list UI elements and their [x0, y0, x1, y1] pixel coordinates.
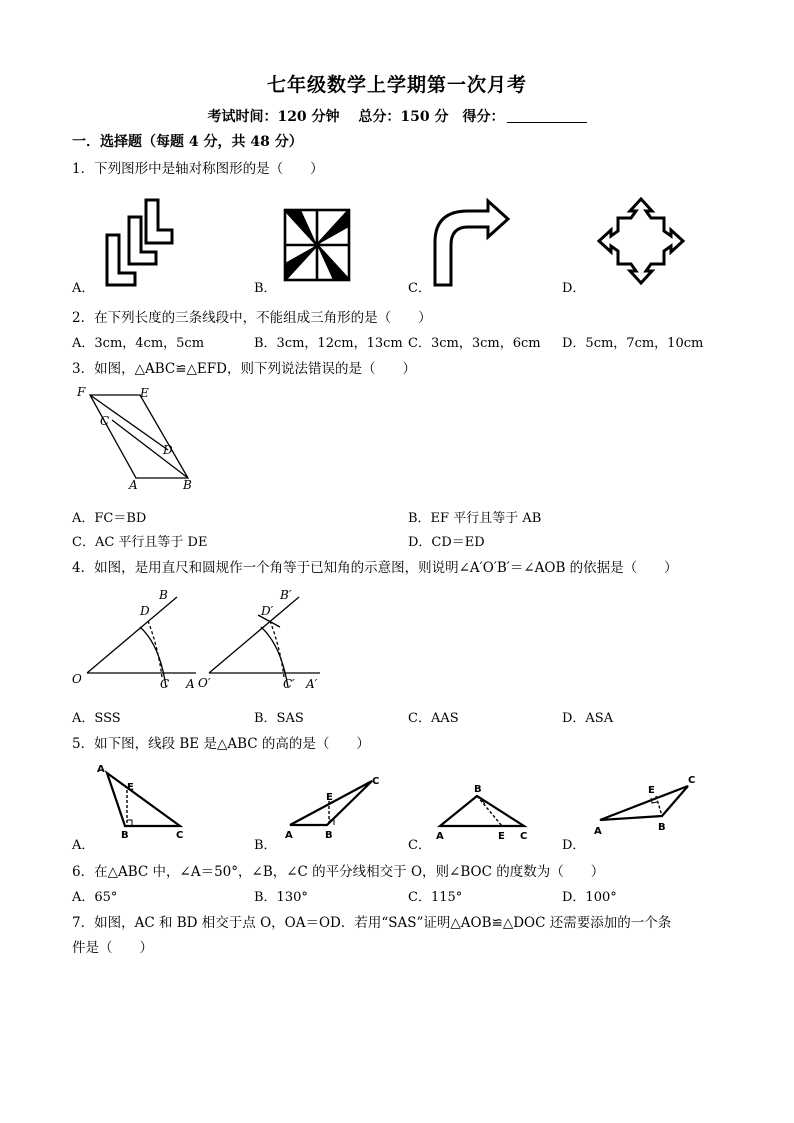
q5-stem: 5．如下图，线段 BE 是△ABC 的高的是（ ）	[72, 736, 370, 752]
q5c-label-b: B	[474, 784, 482, 795]
q3-stem: 3．如图，△ABC≌△EFD，则下列说法错误的是（ ）	[72, 361, 416, 377]
q5a-label-b: B	[121, 830, 129, 841]
q4-label-b-prime: B′	[280, 588, 292, 602]
q7-stem-line1: 7．如图，AC 和 BD 相交于点 O，OA＝OD．若用“SAS”证明△AOB≌△DOC 还需要添加的一个条	[72, 915, 672, 931]
q1-figure-b	[282, 205, 354, 285]
q3-label-b: B	[183, 478, 192, 492]
q5c-label-c: C	[520, 831, 528, 842]
q5-figure-a	[92, 760, 192, 840]
q3-option-a[interactable]: A．FC＝BD	[72, 511, 147, 526]
exam-info-text: 考试时间：120 分钟 总分：150 分 得分：	[207, 109, 505, 125]
q5-option-c[interactable]: C．	[408, 838, 431, 853]
q5b-label-e: E	[326, 792, 333, 803]
q6-option-a[interactable]: A．65°	[72, 890, 118, 905]
q2-option-c[interactable]: C．3cm，3cm，6cm	[408, 336, 541, 351]
q5b-label-c: C	[372, 776, 380, 787]
q3-label-e: E	[140, 386, 149, 400]
q5a-label-e: E	[127, 782, 134, 793]
q5d-label-c: C	[688, 775, 696, 786]
q3-option-c[interactable]: C．AC 平行且等于 DE	[72, 535, 208, 550]
q6-stem: 6．在△ABC 中，∠A＝50°，∠B，∠C 的平分线相交于 O，则∠BOC 的度数为（ ）	[72, 864, 605, 880]
q3-label-d: D	[163, 443, 173, 457]
q4-label-c: C	[160, 677, 170, 691]
section-heading: 一．选择题（每题 4 分，共 48 分）	[72, 134, 303, 150]
q2-option-b[interactable]: B．3cm，12cm，13cm	[254, 336, 403, 351]
q4-label-d: D	[140, 604, 150, 618]
q5-option-a[interactable]: A．	[72, 838, 95, 853]
q1-option-b[interactable]: B．	[254, 281, 277, 296]
q5-option-b[interactable]: B．	[254, 838, 277, 853]
q4-label-d-prime: D′	[261, 604, 274, 618]
q4-figure	[70, 585, 330, 695]
q2-stem: 2．在下列长度的三条线段中，不能组成三角形的是（ ）	[72, 310, 432, 326]
q3-label-f: F	[77, 385, 86, 399]
page-title: 七年级数学上学期第一次月考	[266, 74, 527, 96]
q1-stem: 1．下列图形中是轴对称图形的是（ ）	[72, 161, 324, 177]
q5d-label-b: B	[658, 822, 666, 833]
score-blank[interactable]	[507, 108, 587, 123]
q1-figure-c	[430, 197, 512, 289]
q3-label-a: A	[129, 478, 138, 492]
q3-label-c: C	[100, 414, 110, 428]
q1-option-d[interactable]: D．	[562, 281, 586, 296]
q4-option-a[interactable]: A．SSS	[72, 711, 121, 726]
q5-figure-b	[282, 770, 387, 845]
q4-label-c-prime: C′	[283, 677, 295, 691]
q1-option-c[interactable]: C．	[408, 281, 431, 296]
q5a-label-c: C	[176, 830, 184, 841]
q5d-label-a: A	[594, 826, 602, 837]
q6-option-b[interactable]: B．130°	[254, 890, 308, 905]
q2-option-a[interactable]: A．3cm，4cm，5cm	[72, 336, 205, 351]
q4-label-a: A	[186, 677, 195, 691]
q5c-label-e: E	[498, 831, 505, 842]
q5b-label-a: A	[285, 830, 293, 841]
q4-option-d[interactable]: D．ASA	[562, 711, 614, 726]
q5-figure-c	[432, 776, 532, 844]
q7-stem-line2: 件是（ ）	[72, 940, 153, 956]
q5b-label-b: B	[325, 830, 333, 841]
q4-label-b: B	[159, 588, 168, 602]
q4-stem: 4．如图，是用直尺和圆规作一个角等于已知角的示意图，则说明∠A′O′B′＝∠AOB 的依据是（ ）	[72, 560, 678, 576]
exam-info	[0, 106, 794, 126]
q3-option-d[interactable]: D．CD＝ED	[408, 535, 485, 550]
q5-option-d[interactable]: D．	[562, 838, 586, 853]
q1-figure-d	[596, 196, 686, 286]
q4-label-o: O	[72, 672, 82, 686]
q1-option-a[interactable]: A．	[72, 281, 95, 296]
q3-option-b[interactable]: B．EF 平行且等于 AB	[408, 511, 542, 526]
q5-figure-d	[592, 768, 712, 846]
q6-option-d[interactable]: D．100°	[562, 890, 617, 905]
q6-option-c[interactable]: C．115°	[408, 890, 463, 905]
q1-figure-a	[100, 197, 180, 292]
q4-label-a-prime: A′	[306, 677, 318, 691]
q5d-label-e: E	[648, 785, 655, 796]
q4-option-b[interactable]: B．SAS	[254, 711, 304, 726]
q4-label-o-prime: O′	[198, 676, 211, 690]
q5c-label-a: A	[436, 831, 444, 842]
q3-figure	[72, 382, 202, 494]
q2-option-d[interactable]: D．5cm，7cm，10cm	[562, 336, 704, 351]
q4-option-c[interactable]: C．AAS	[408, 711, 459, 726]
q5a-label-a: A	[97, 764, 105, 775]
